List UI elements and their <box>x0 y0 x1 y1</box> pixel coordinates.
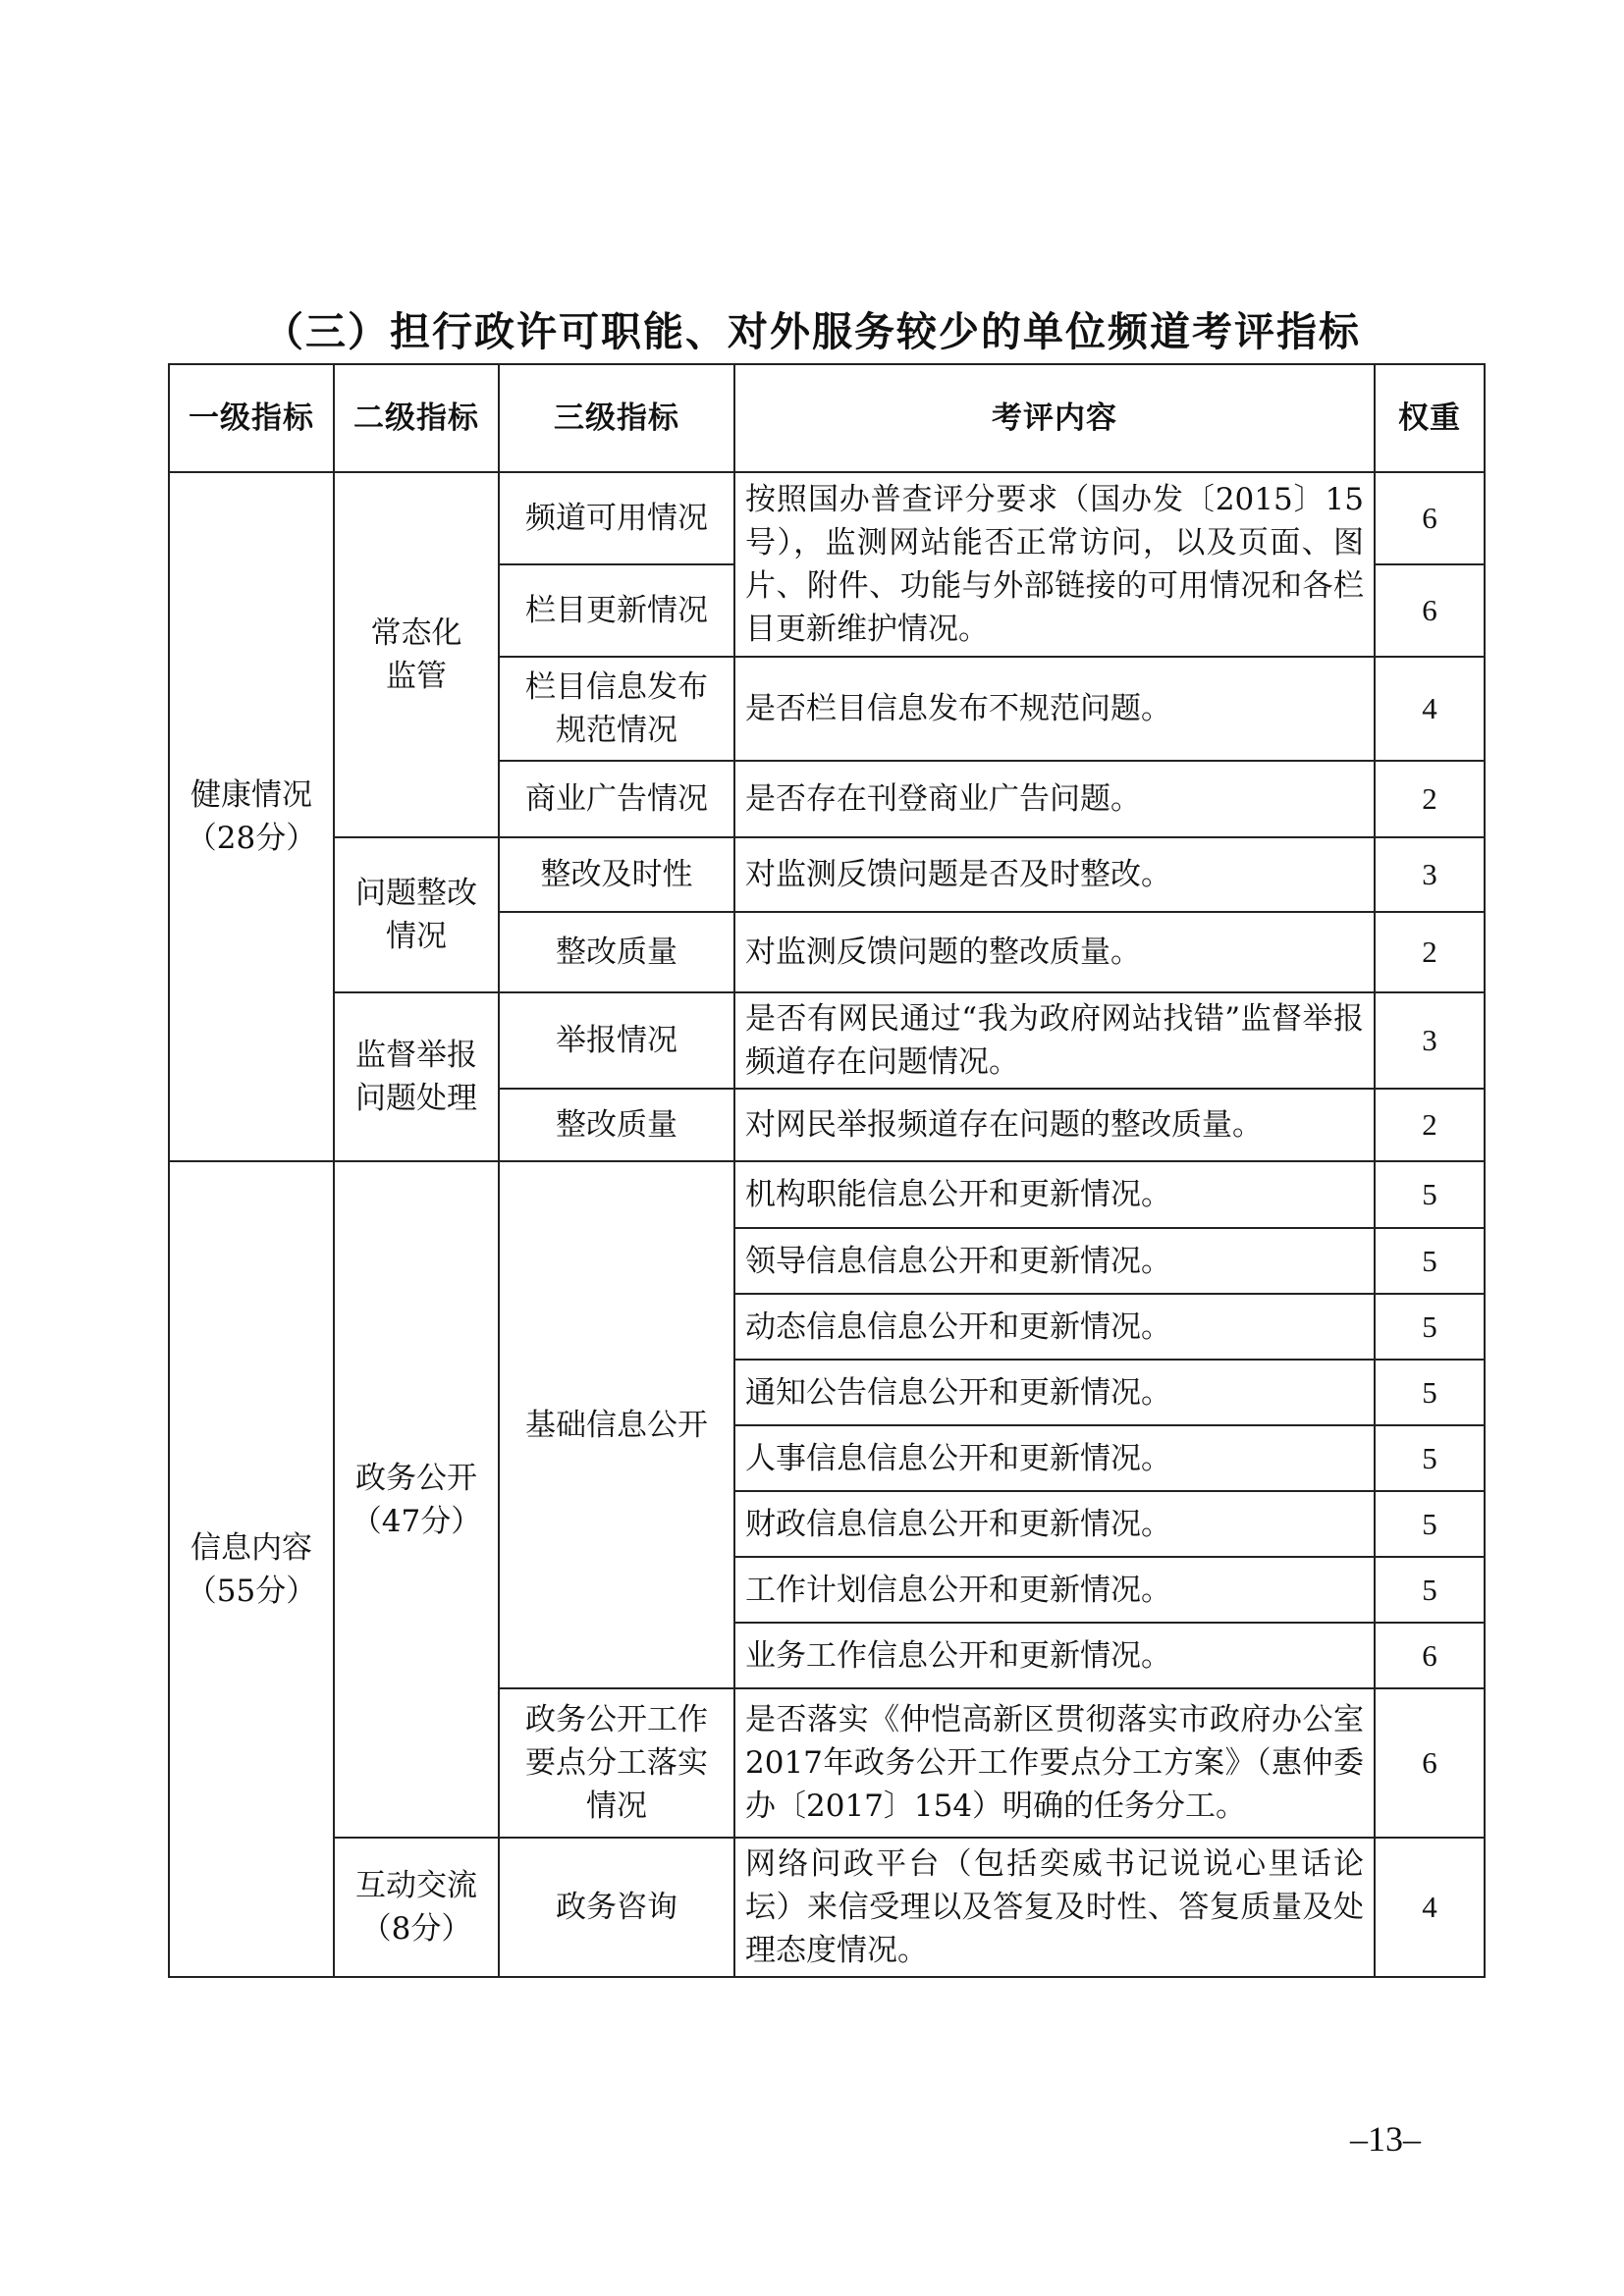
level2-routine-line2: 监管 <box>386 659 447 694</box>
weight-cell: 2 <box>1375 1089 1485 1161</box>
weight-cell: 5 <box>1375 1228 1485 1294</box>
content-cell: 机构职能信息公开和更新情况。 <box>734 1161 1375 1228</box>
level2-supervise-line2: 问题处理 <box>355 1081 477 1116</box>
level3-task-line2: 要点分工落实 <box>525 1745 708 1781</box>
weight-cell: 4 <box>1375 657 1485 761</box>
header-weight: 权重 <box>1375 364 1485 472</box>
weight-cell: 6 <box>1375 1688 1485 1838</box>
content-cell: 通知公告信息公开和更新情况。 <box>734 1360 1375 1425</box>
weight-cell: 4 <box>1375 1838 1485 1977</box>
table-row <box>169 1161 1485 1228</box>
level2-interact-label: 互动交流 <box>355 1868 477 1903</box>
level3-column-update: 栏目更新情况 <box>499 564 734 657</box>
content-cell: 财政信息信息公开和更新情况。 <box>734 1491 1375 1557</box>
level2-gov-open <box>334 1161 499 1838</box>
table-row <box>169 472 1485 564</box>
level2-routine <box>334 472 499 837</box>
level3-publish-line1: 栏目信息发布 <box>525 669 708 705</box>
header-level1: 一级指标 <box>169 364 334 472</box>
content-cell: 是否存在刊登商业广告问题。 <box>734 761 1375 837</box>
weight-cell: 5 <box>1375 1161 1485 1228</box>
level3-consult: 政务咨询 <box>499 1838 734 1977</box>
content-cell: 网络问政平台（包括奕威书记说说心里话论坛）来信受理以及答复及时性、答复质量及处理态度情况。 <box>734 1838 1375 1977</box>
level3-task-line1: 政务公开工作 <box>525 1702 708 1737</box>
level3-publish-standard <box>499 657 734 761</box>
level2-rectify-line1: 问题整改 <box>355 876 477 911</box>
level1-health-score: （28分） <box>186 821 317 856</box>
level2-interact <box>334 1838 499 1977</box>
level1-health-label: 健康情况 <box>190 777 312 813</box>
content-cell: 对网民举报频道存在问题的整改质量。 <box>734 1089 1375 1161</box>
weight-cell: 6 <box>1375 564 1485 657</box>
level1-info <box>169 1161 334 1977</box>
weight-cell: 2 <box>1375 912 1485 992</box>
level2-routine-line1: 常态化 <box>370 615 462 651</box>
level1-health <box>169 472 334 1161</box>
weight-cell: 6 <box>1375 472 1485 564</box>
level3-basic-info: 基础信息公开 <box>499 1161 734 1688</box>
level3-publish-line2: 规范情况 <box>556 713 677 748</box>
content-cell: 动态信息信息公开和更新情况。 <box>734 1294 1375 1360</box>
level2-supervise <box>334 992 499 1161</box>
header-level2: 二级指标 <box>334 364 499 472</box>
level2-supervise-line1: 监督举报 <box>355 1038 477 1073</box>
content-cell: 对监测反馈问题是否及时整改。 <box>734 837 1375 912</box>
content-cell: 是否栏目信息发布不规范问题。 <box>734 657 1375 761</box>
level3-channel-availability: 频道可用情况 <box>499 472 734 564</box>
level2-rectify <box>334 837 499 992</box>
header-content: 考评内容 <box>734 364 1375 472</box>
level3-report: 举报情况 <box>499 992 734 1089</box>
content-cell: 是否落实《仲恺高新区贯彻落实市政府办公室2017年政务公开工作要点分工方案》（惠仲委办〔2017〕154）明确的任务分工。 <box>734 1688 1375 1838</box>
level3-rectify-timely: 整改及时性 <box>499 837 734 912</box>
content-cell: 人事信息信息公开和更新情况。 <box>734 1425 1375 1491</box>
table-row <box>169 1838 1485 1977</box>
content-availability: 按照国办普查评分要求（国办发〔2015〕15号），监测网站能否正常访问，以及页面、图片、附件、功能与外部链接的可用情况和各栏目更新维护情况。 <box>734 472 1375 657</box>
header-level3: 三级指标 <box>499 364 734 472</box>
weight-cell: 5 <box>1375 1491 1485 1557</box>
level1-info-label: 信息内容 <box>190 1529 312 1566</box>
weight-cell: 3 <box>1375 992 1485 1089</box>
weight-cell: 5 <box>1375 1360 1485 1425</box>
weight-cell: 3 <box>1375 837 1485 912</box>
content-cell: 对监测反馈问题的整改质量。 <box>734 912 1375 992</box>
level3-task-division <box>499 1688 734 1838</box>
evaluation-table <box>168 363 1486 1978</box>
content-cell: 领导信息信息公开和更新情况。 <box>734 1228 1375 1294</box>
level3-task-line3: 情况 <box>586 1789 647 1824</box>
table-row <box>169 992 1485 1089</box>
weight-cell: 5 <box>1375 1294 1485 1360</box>
weight-cell: 5 <box>1375 1557 1485 1623</box>
content-cell: 工作计划信息公开和更新情况。 <box>734 1557 1375 1623</box>
level1-info-score: （55分） <box>186 1573 317 1609</box>
level3-commercial-ads: 商业广告情况 <box>499 761 734 837</box>
table-header-row <box>169 364 1485 472</box>
table-row <box>169 837 1485 912</box>
level2-gov-open-label: 政务公开 <box>355 1460 477 1496</box>
content-cell: 业务工作信息公开和更新情况。 <box>734 1623 1375 1688</box>
level2-interact-score: （8分） <box>360 1911 472 1947</box>
weight-cell: 5 <box>1375 1425 1485 1491</box>
level2-rectify-line2: 情况 <box>386 919 447 954</box>
content-cell: 是否有网民通过“我为政府网站找错”监督举报频道存在问题情况。 <box>734 992 1375 1089</box>
page-title: （三）担行政许可职能、对外服务较少的单位频道考评指标 <box>263 308 1361 355</box>
page-number: –13– <box>1350 2119 1421 2159</box>
weight-cell: 2 <box>1375 761 1485 837</box>
level3-report-quality: 整改质量 <box>499 1089 734 1161</box>
weight-cell: 6 <box>1375 1623 1485 1688</box>
level3-rectify-quality: 整改质量 <box>499 912 734 992</box>
level2-gov-open-score: （47分） <box>351 1503 482 1539</box>
